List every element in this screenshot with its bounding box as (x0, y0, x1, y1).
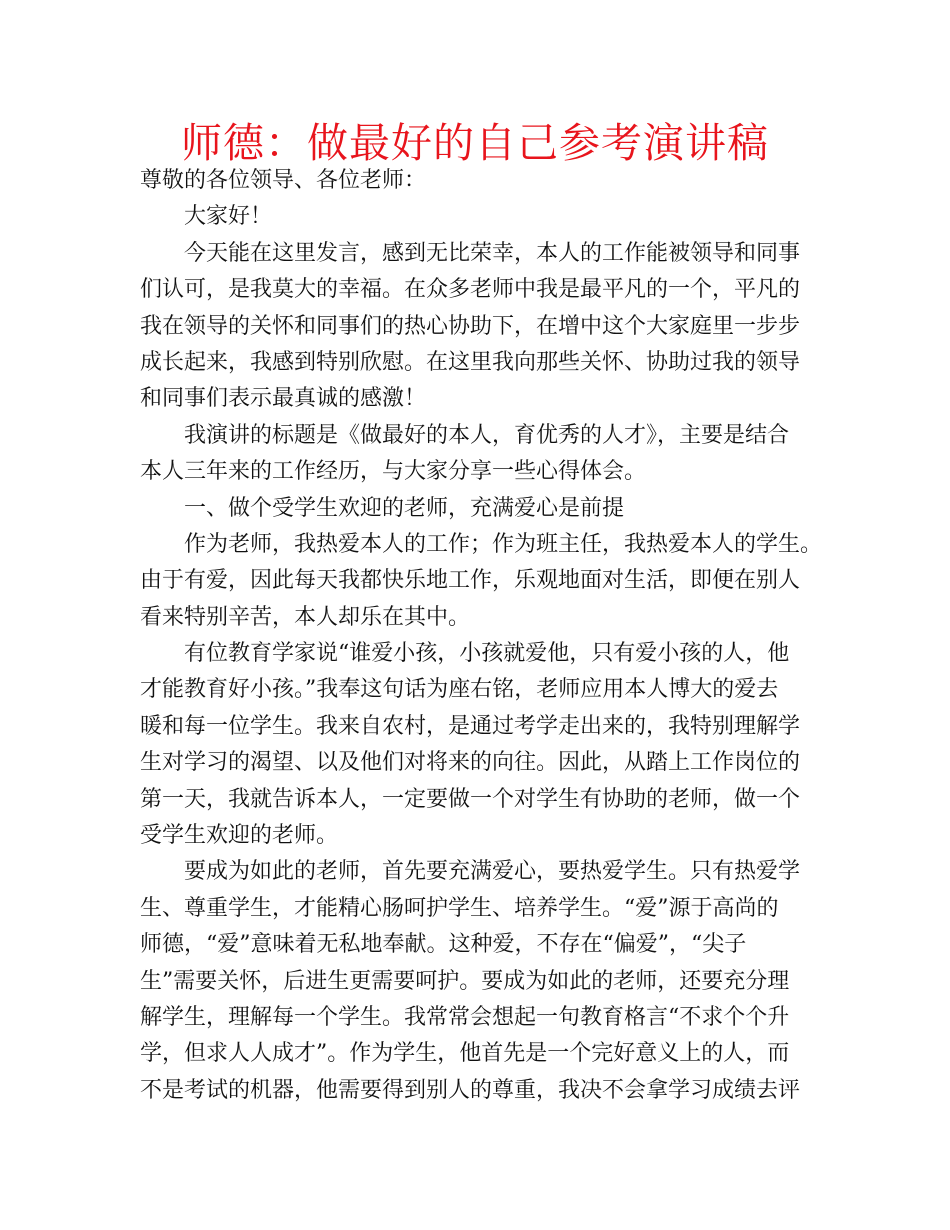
text-line: 有位教育学家说“谁爱小孩，小孩就爱他，只有爱小孩的人，他 (184, 641, 790, 667)
text-line: 生对学习的渴望、以及他们对将来的向往。因此，从踏上工作岗位的 (140, 750, 801, 776)
text-line: 们认可，是我莫大的幸福。在众多老师中我是最平凡的一个，平凡的 (140, 277, 801, 303)
text-line: 生”需要关怀，后进生更需要呵护。要成为如此的老师，还要充分理 (140, 968, 790, 994)
text-line: 暖和每一位学生。我来自农村，是通过考学走出来的，我特别理解学 (140, 713, 801, 739)
text-line: 师德，“爱”意味着无私地奉献。这种爱，不存在“偏爱”，“尖子 (140, 932, 747, 958)
text-line: 由于有爱，因此每天我都快乐地工作，乐观地面对生活，即便在别人 (140, 568, 801, 594)
document-body (140, 163, 830, 1109)
text-line: 一、做个受学生欢迎的老师，充满爱心是前提 (184, 495, 625, 521)
document-title: 师德：做最好的自己参考演讲稿 (181, 119, 769, 167)
text-line: 成长起来，我感到特别欣慰。在这里我向那些关怀、协助过我的领导 (140, 349, 801, 375)
text-line: 大家好！ (184, 204, 273, 230)
text-line: 生、尊重学生，才能精心肠呵护学生、培养学生。“爱”源于高尚的 (140, 895, 779, 921)
text-line: 我演讲的标题是《做最好的本人，育优秀的人才》，主要是结合 (184, 422, 790, 448)
text-line: 才能教育好小孩。”我奉这句话为座右铭，老师应用本人博大的爱去 (140, 677, 779, 703)
text-line: 学，但求人人成才”。作为学生，他首先是一个完好意义上的人，而 (140, 1041, 790, 1067)
text-line: 看来特别辛苦，本人却乐在其中。 (140, 604, 471, 630)
text-line: 和同事们表示最真诚的感激！ (140, 386, 427, 412)
text-line: 作为老师，我热爱本人的工作；作为班主任，我热爱本人的学生。 (184, 531, 823, 557)
text-line: 不是考试的机器，他需要得到别人的尊重，我决不会拿学习成绩去评 (140, 1077, 801, 1103)
text-line: 第一天，我就告诉本人，一定要做一个对学生有协助的老师，做一个 (140, 786, 801, 812)
text-line: 要成为如此的老师，首先要充满爱心，要热爱学生。只有热爱学 (184, 859, 801, 885)
text-line: 解学生，理解每一个学生。我常常会想起一句教育格言“不求个个升 (140, 1004, 790, 1030)
text-line: 我在领导的关怀和同事们的热心协助下，在增中这个大家庭里一步步 (140, 313, 801, 339)
text-line: 受学生欢迎的老师。 (140, 823, 339, 849)
text-line: 尊敬的各位领导、各位老师： (140, 168, 427, 193)
text-line: 本人三年来的工作经历，与大家分享一些心得体会。 (140, 459, 647, 485)
text-line: 今天能在这里发言，感到无比荣幸，本人的工作能被领导和同事 (184, 240, 801, 266)
